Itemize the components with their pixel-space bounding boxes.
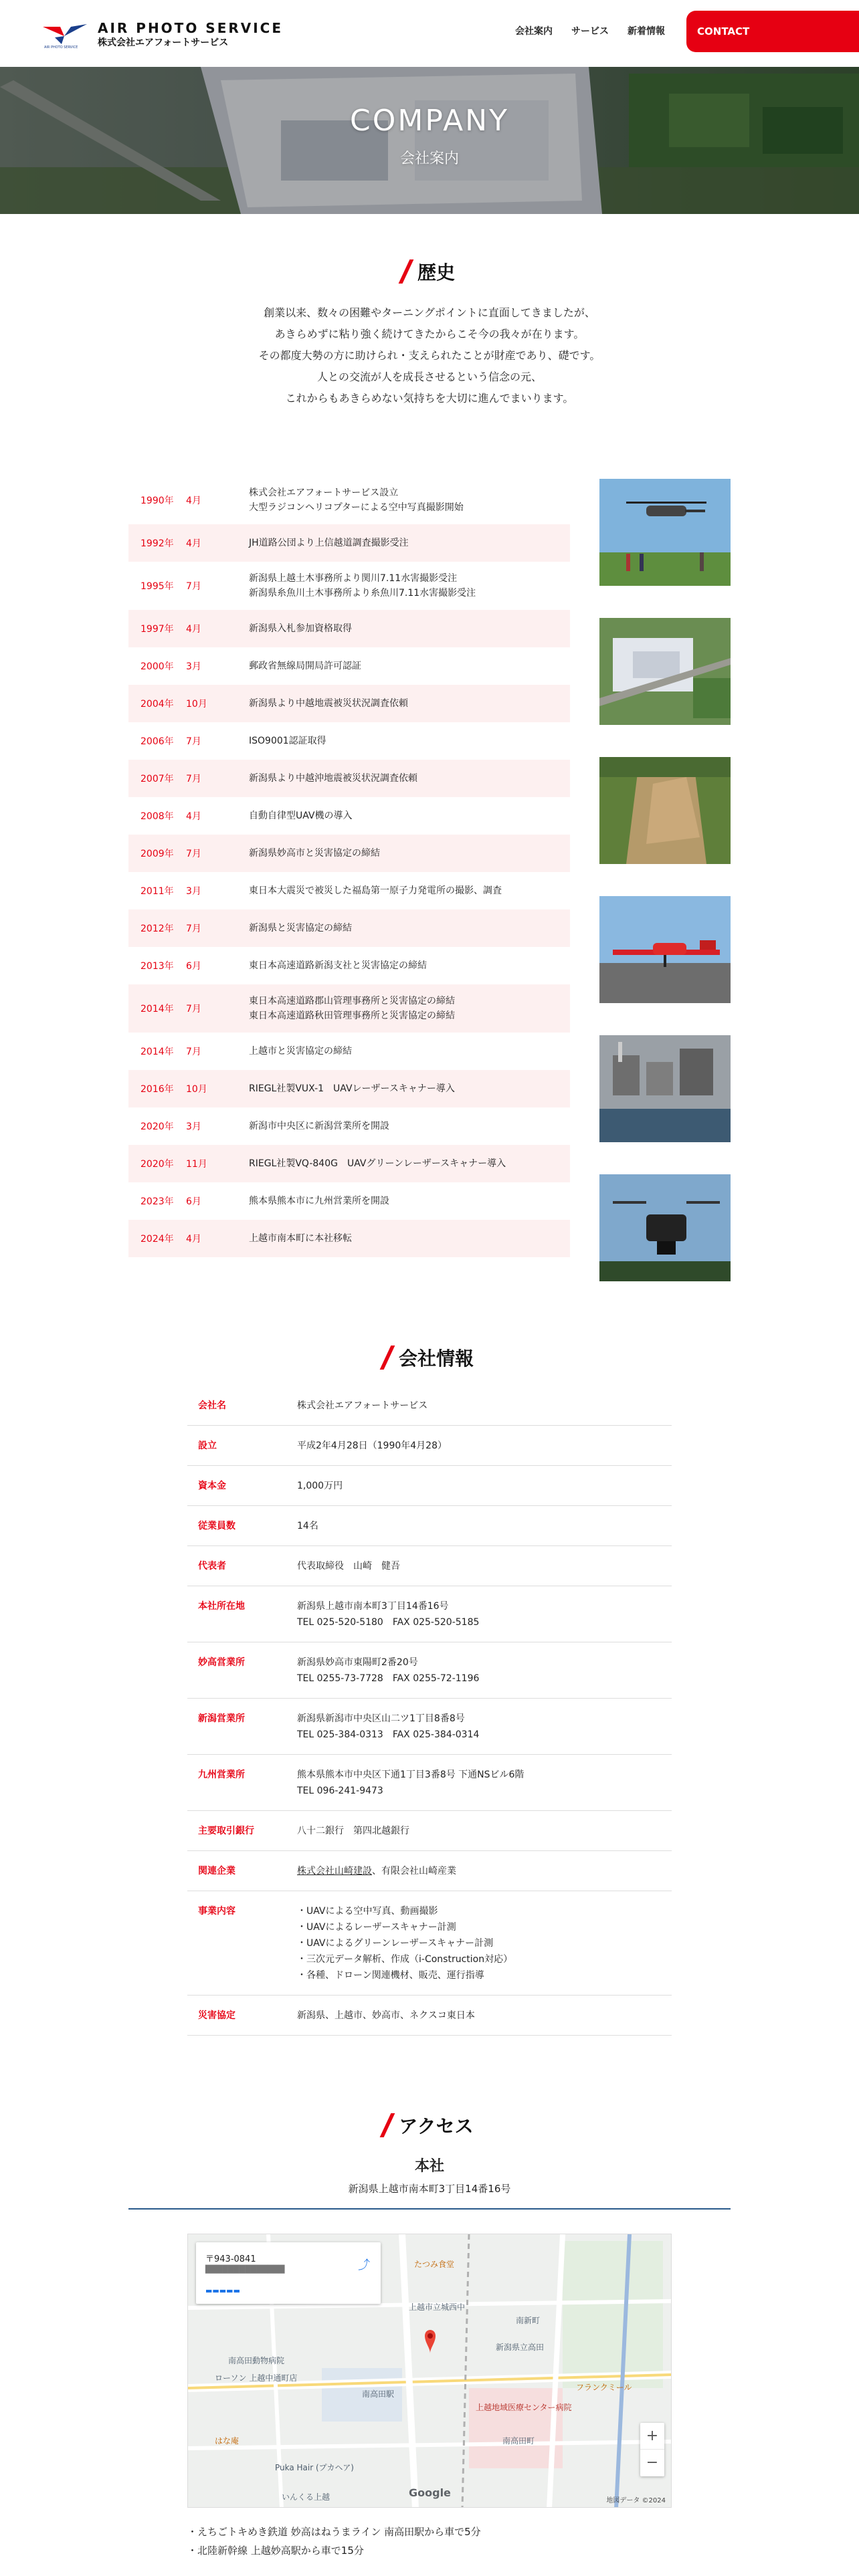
company-info-table — [187, 1386, 672, 2036]
intro-line: 創業以来、数々の困難やターニングポイントに直面してきましたが、 — [264, 306, 595, 319]
google-map[interactable] — [187, 2234, 672, 2508]
info-value-line: ・UAVによる空中写真、動画撮影 — [297, 1906, 438, 1917]
info-value-line: 新潟県新潟市中央区山二ツ1丁目8番8号 — [297, 1713, 465, 1724]
intro-line: これからもあきらめない気持ちを大切に進んでまいります。 — [285, 392, 574, 405]
history-row — [128, 685, 570, 722]
access-note: ・北陸新幹線 上越妙高駅から車で15分 — [187, 2545, 364, 2557]
history-event — [249, 1231, 352, 1246]
info-value — [297, 1654, 672, 1687]
info-value — [297, 1863, 672, 1879]
info-key: 九州営業所 — [198, 1769, 245, 1780]
map-label: 南新町 — [516, 2316, 541, 2325]
map-label: Puka Hair (プカヘア) — [275, 2463, 354, 2472]
zoom-out-button[interactable]: − — [646, 2454, 659, 2471]
history-event — [249, 1119, 389, 1134]
history-row — [128, 947, 570, 984]
history-event — [249, 659, 361, 673]
history-month: 7月 — [186, 581, 201, 592]
history-event — [249, 958, 427, 973]
map-label: 新潟県立高田 — [496, 2343, 545, 2352]
intro-line: あきらめずに粘り強く続けてきたからこそ今の我々が在ります。 — [274, 328, 585, 340]
access-notes — [187, 2523, 481, 2560]
history-month: 7月 — [186, 849, 201, 859]
history-year: 1995年 — [140, 581, 174, 592]
info-value-line: ・各種、ドローン関連機材、販売、運行指導 — [297, 1970, 484, 1981]
history-year: 2014年 — [140, 1004, 174, 1014]
info-value-line: TEL 0255-73-7728 FAX 0255-72-1196 — [297, 1673, 480, 1684]
info-value-line: 14名 — [297, 1521, 318, 1531]
history-event — [249, 536, 409, 550]
info-value — [297, 1478, 672, 1494]
info-value-line: 八十二銀行 第四北越銀行 — [297, 1826, 409, 1836]
history-event — [249, 696, 408, 711]
map-attribution: 地図データ ©2024 — [606, 2497, 666, 2504]
history-month: 7月 — [186, 1004, 201, 1014]
info-value — [297, 1823, 672, 1839]
history-intro — [0, 302, 859, 409]
history-month: 4月 — [186, 496, 201, 506]
info-value — [297, 2008, 672, 2024]
history-row — [128, 984, 570, 1033]
history-event-line: RIEGL社製VQ-840G UAVグリーンレーザースキャナー導入 — [249, 1158, 506, 1169]
logo-english: AIR PHOTO SERVICE — [98, 20, 284, 36]
info-value-line: 株式会社エアフォートサービス — [297, 1400, 428, 1411]
info-row — [187, 1755, 672, 1811]
history-month: 4月 — [186, 538, 201, 549]
history-year: 2008年 — [140, 811, 174, 822]
history-event-line: ISO9001認証取得 — [249, 736, 326, 746]
access-heading — [0, 2112, 859, 2139]
company-heading — [0, 1344, 859, 1371]
info-row — [187, 1811, 672, 1851]
history-row — [128, 1107, 570, 1145]
info-row — [187, 1466, 672, 1506]
info-key: 代表者 — [198, 1561, 226, 1572]
history-month: 3月 — [186, 661, 201, 672]
history-event — [249, 1044, 352, 1059]
history-event — [249, 571, 476, 601]
history-event — [249, 771, 417, 786]
map-label: たつみ食堂 — [414, 2260, 455, 2269]
history-year: 2016年 — [140, 1084, 174, 1095]
history-event-line: 上越市南本町に本社移転 — [249, 1233, 352, 1244]
nav-service[interactable]: サービス — [571, 26, 609, 37]
history-event-line: 東日本高速道路郡山管理事務所と災害協定の締結 — [249, 996, 455, 1006]
contact-button[interactable]: CONTACT — [686, 11, 859, 52]
history-year: 2020年 — [140, 1121, 174, 1132]
map-zip: 〒943-0841 — [205, 2254, 256, 2264]
info-value-line: 熊本県熊本市中央区下通1丁目3番8号 下通NSビル6階 — [297, 1769, 524, 1780]
info-value-line: 新潟県妙高市東陽町2番20号 — [297, 1657, 418, 1668]
info-row — [187, 1506, 672, 1546]
history-month: 4月 — [186, 811, 201, 822]
map-label: はな庵 — [215, 2436, 240, 2446]
history-row — [128, 797, 570, 835]
history-month: 7月 — [186, 1047, 201, 1057]
info-key: 会社名 — [198, 1400, 226, 1411]
history-event-line: 自動自律型UAV機の導入 — [249, 811, 353, 821]
history-month: 4月 — [186, 624, 201, 635]
uav-plane-photo — [599, 896, 731, 1003]
history-month: 11月 — [186, 1159, 207, 1170]
info-value-line: 代表取締役 山崎 健吾 — [297, 1561, 400, 1572]
history-month: 10月 — [186, 1084, 207, 1095]
info-key: 設立 — [198, 1440, 217, 1451]
history-month: 7月 — [186, 736, 201, 747]
info-value — [297, 1598, 672, 1630]
map-zoom-controls — [640, 2423, 664, 2476]
history-row — [128, 835, 570, 872]
info-row — [187, 1642, 672, 1699]
history-event — [249, 621, 352, 636]
google-logo: Google — [409, 2486, 451, 2499]
info-key: 新潟営業所 — [198, 1713, 245, 1724]
info-value-line: ・三次元データ解析、作成（i-Construction対応） — [297, 1954, 513, 1965]
info-key: 主要取引銀行 — [198, 1826, 254, 1836]
intro-line: その都度大勢の方に助けられ・支えられたことが財産であり、礎です。 — [258, 349, 601, 362]
map-larger-link[interactable]: ▬▬▬▬▬ — [205, 2286, 240, 2295]
info-value-line: 平成2年4月28日（1990年4月28） — [297, 1440, 447, 1451]
history-month: 6月 — [186, 961, 201, 972]
history-event-line: 新潟県上越土木事務所より関川7.11水害撮影受注 — [249, 573, 458, 584]
history-year: 2012年 — [140, 924, 174, 934]
map-label: 南高田動物病院 — [228, 2356, 285, 2365]
history-year: 2007年 — [140, 774, 174, 784]
history-event — [249, 1081, 455, 1096]
history-event-line: 東日本高速道路新潟支社と災害協定の締結 — [249, 960, 427, 971]
history-photos — [599, 479, 731, 1313]
info-value — [297, 1711, 672, 1743]
history-event-line: 新潟県より中越沖地震被災状況調査依頼 — [249, 773, 417, 784]
history-row — [128, 1070, 570, 1107]
history-month: 7月 — [186, 774, 201, 784]
history-year: 2023年 — [140, 1196, 174, 1207]
power-plant-photo — [599, 1035, 731, 1142]
zoom-in-button[interactable]: + — [640, 2423, 664, 2450]
history-event-line: 新潟市中央区に新潟営業所を開設 — [249, 1121, 389, 1132]
history-event-line: 東日本大震災で被災した福島第一原子力発電所の撮影、調査 — [249, 885, 502, 896]
history-year: 2009年 — [140, 849, 174, 859]
history-event-line: 株式会社エアフォートサービス設立 — [249, 488, 399, 498]
info-row — [187, 1546, 672, 1586]
related-company-link[interactable]: 株式会社山崎建設 — [297, 1866, 372, 1876]
related-company-rest: 、有限会社山崎産業 — [372, 1866, 456, 1876]
hero-title: COMPANY — [350, 104, 509, 138]
history-row — [128, 1145, 570, 1182]
history-year: 1990年 — [140, 496, 174, 506]
info-value-line: TEL 025-520-5180 FAX 025-520-5185 — [297, 1617, 480, 1628]
map-label: 上越地域医療センター病院 — [476, 2403, 572, 2412]
company-title: 会社情報 — [398, 1348, 474, 1370]
history-row — [128, 524, 570, 562]
history-year: 2024年 — [140, 1234, 174, 1245]
map-info-card — [196, 2242, 381, 2304]
history-year: 2011年 — [140, 886, 174, 897]
main-nav — [515, 24, 665, 37]
history-row — [128, 872, 570, 909]
info-key: 関連企業 — [198, 1866, 235, 1876]
history-row — [128, 722, 570, 760]
helicopter-photo — [599, 479, 731, 586]
info-value-line: TEL 025-384-0313 FAX 025-384-0314 — [297, 1729, 480, 1740]
history-event-line: 郵政省無線局開局許可認証 — [249, 661, 361, 671]
logo[interactable] — [41, 20, 283, 49]
svg-text:AIR PHOTO SERVICE: AIR PHOTO SERVICE — [44, 45, 78, 49]
history-row — [128, 647, 570, 685]
hero-aerial-photo — [0, 67, 859, 214]
history-event-line: 東日本高速道路秋田管理事務所と災害協定の締結 — [249, 1010, 455, 1021]
history-year: 2006年 — [140, 736, 174, 747]
history-year: 2020年 — [140, 1159, 174, 1170]
building-aerial-photo — [599, 618, 731, 725]
history-row — [128, 610, 570, 647]
history-event — [249, 486, 464, 515]
history-event-line: 新潟県より中越地震被災状況調査依頼 — [249, 698, 408, 709]
info-value — [297, 1398, 672, 1414]
map-label: 上越市立城西中 — [409, 2302, 466, 2312]
landslide-photo — [599, 757, 731, 864]
history-month: 3月 — [186, 886, 201, 897]
history-event-line: RIEGL社製VUX-1 UAVレーザースキャナー導入 — [249, 1083, 455, 1094]
info-key: 妙高営業所 — [198, 1657, 245, 1668]
history-month: 7月 — [186, 924, 201, 934]
history-row — [128, 760, 570, 797]
history-month: 4月 — [186, 1234, 201, 1245]
history-year: 2013年 — [140, 961, 174, 972]
history-event — [249, 734, 326, 748]
access-note: ・えちごトキめき鉄道 妙高はねうまライン 南高田駅から車で5分 — [187, 2526, 481, 2538]
nav-company[interactable]: 会社案内 — [515, 26, 553, 37]
info-value — [297, 1518, 672, 1534]
info-row — [187, 1426, 672, 1466]
info-value-line: 1,000万円 — [297, 1481, 343, 1491]
info-value-line: 新潟県上越市南本町3丁目14番16号 — [297, 1601, 449, 1612]
map-label: 南高田駅 — [362, 2389, 395, 2399]
history-event — [249, 921, 352, 936]
info-key: 従業員数 — [198, 1521, 235, 1531]
hero-subtitle: 会社案内 — [399, 150, 459, 167]
info-value — [297, 1438, 672, 1454]
nav-news[interactable]: 新着情報 — [628, 26, 665, 37]
history-row — [128, 1033, 570, 1070]
intro-line: 人との交流が人を成長させるという信念の元、 — [316, 370, 542, 383]
history-row — [128, 1182, 570, 1220]
info-value-line: 新潟県、上越市、妙高市、ネクスコ東日本 — [297, 2010, 475, 2021]
info-row — [187, 1891, 672, 1996]
history-month: 10月 — [186, 699, 207, 710]
history-event — [249, 883, 502, 898]
history-event-line: 新潟県と災害協定の締結 — [249, 923, 352, 934]
history-month: 6月 — [186, 1196, 201, 1207]
logo-mark-icon — [41, 20, 88, 49]
office-address: 新潟県上越市南本町3丁目14番16号 — [348, 2183, 511, 2195]
info-row — [187, 1851, 672, 1891]
hero-banner — [0, 67, 859, 214]
info-value-line: ・UAVによるグリーンレーザースキャナー計測 — [297, 1938, 494, 1949]
access-title: アクセス — [399, 2115, 474, 2137]
history-event-line: 大型ラジコンヘリコプターによる空中写真撮影開始 — [249, 502, 464, 513]
info-key: 本社所在地 — [198, 1601, 245, 1612]
history-event — [249, 1156, 506, 1171]
info-key: 災害協定 — [198, 2010, 235, 2021]
history-row — [128, 476, 570, 524]
site-header — [0, 0, 859, 67]
history-year: 2014年 — [140, 1047, 174, 1057]
history-row — [128, 909, 570, 947]
history-event — [249, 809, 353, 823]
history-event-line: 新潟県妙高市と災害協定の締結 — [249, 848, 380, 859]
info-row — [187, 1699, 672, 1755]
map-label: フランクミール — [576, 2383, 632, 2392]
map-label: いんくる上越 — [282, 2492, 330, 2502]
history-table — [128, 476, 570, 1257]
map-label: 南高田町 — [502, 2436, 535, 2446]
info-row — [187, 1586, 672, 1642]
history-event — [249, 846, 380, 861]
info-value — [297, 1767, 672, 1799]
history-month: 3月 — [186, 1121, 201, 1132]
history-event-line: 新潟県糸魚川土木事務所より糸魚川7.11水害撮影受注 — [249, 588, 476, 599]
info-key: 資本金 — [198, 1481, 226, 1491]
divider — [128, 2208, 731, 2210]
history-event-line: JH道路公団より上信越道調査撮影受注 — [249, 538, 409, 548]
drone-photo — [599, 1174, 731, 1281]
history-event — [249, 1194, 389, 1208]
office-name: 本社 — [414, 2158, 444, 2175]
info-value — [297, 1558, 672, 1574]
info-value — [297, 1903, 672, 1983]
history-event — [249, 994, 455, 1023]
history-year: 2004年 — [140, 699, 174, 710]
history-title: 歴史 — [417, 261, 455, 284]
history-event-line: 熊本県熊本市に九州営業所を開設 — [249, 1196, 389, 1206]
map-label: ローソン 上越中通町店 — [215, 2373, 298, 2383]
history-event-line: 上越市と災害協定の締結 — [249, 1046, 352, 1057]
directions-icon[interactable]: ⤴ — [358, 2258, 370, 2272]
history-year: 1992年 — [140, 538, 174, 549]
info-value-line: TEL 096-241-9473 — [297, 1786, 383, 1796]
info-key: 事業内容 — [198, 1906, 235, 1917]
logo-japanese: 株式会社エアフォートサービス — [98, 37, 229, 48]
history-heading — [0, 258, 859, 285]
history-row — [128, 1220, 570, 1257]
history-year: 2000年 — [140, 661, 174, 672]
info-row — [187, 1996, 672, 2036]
map-address-sub: ██████████████ — [205, 2265, 285, 2274]
history-row — [128, 562, 570, 610]
info-value-line: ・UAVによるレーザースキャナー計測 — [297, 1922, 456, 1933]
history-event-line: 新潟県入札参加資格取得 — [249, 623, 352, 634]
info-row — [187, 1386, 672, 1426]
history-year: 1997年 — [140, 624, 174, 635]
